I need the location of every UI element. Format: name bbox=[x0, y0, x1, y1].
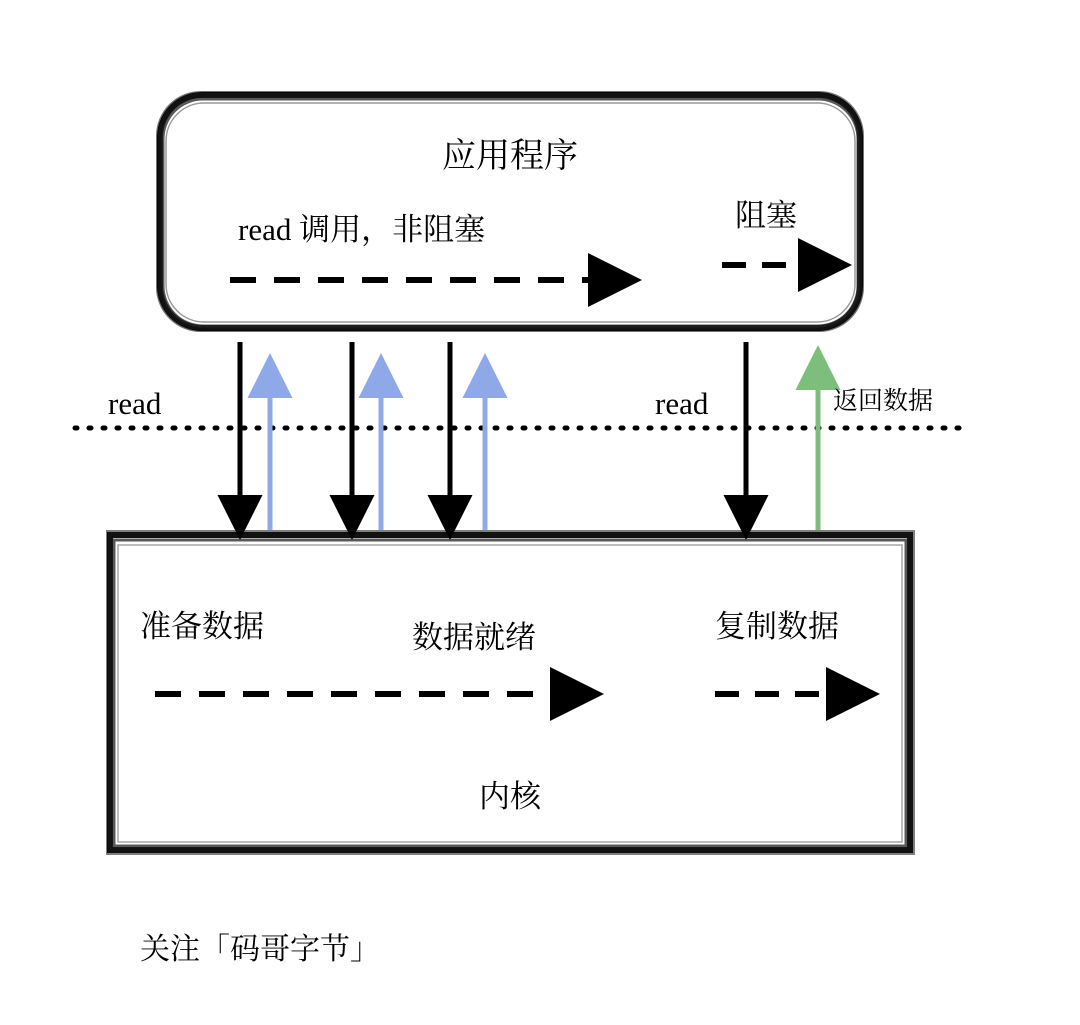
label-return-data: 返回数据 bbox=[833, 388, 934, 415]
label-prepare-data: 准备数据 bbox=[140, 609, 264, 644]
application-title: 应用程序 bbox=[442, 138, 578, 175]
label-read-left: read bbox=[108, 386, 162, 421]
label-blocked: 阻塞 bbox=[735, 198, 797, 233]
kernel-title: 内核 bbox=[479, 779, 541, 814]
label-data-ready: 数据就绪 bbox=[412, 620, 536, 655]
label-read-call-nonblocking: read 调用，非阻塞 bbox=[238, 212, 486, 247]
label-read-right: read bbox=[655, 386, 709, 421]
label-copy-data: 复制数据 bbox=[715, 609, 839, 644]
footer-attribution: 关注「码哥字节」 bbox=[140, 933, 380, 966]
